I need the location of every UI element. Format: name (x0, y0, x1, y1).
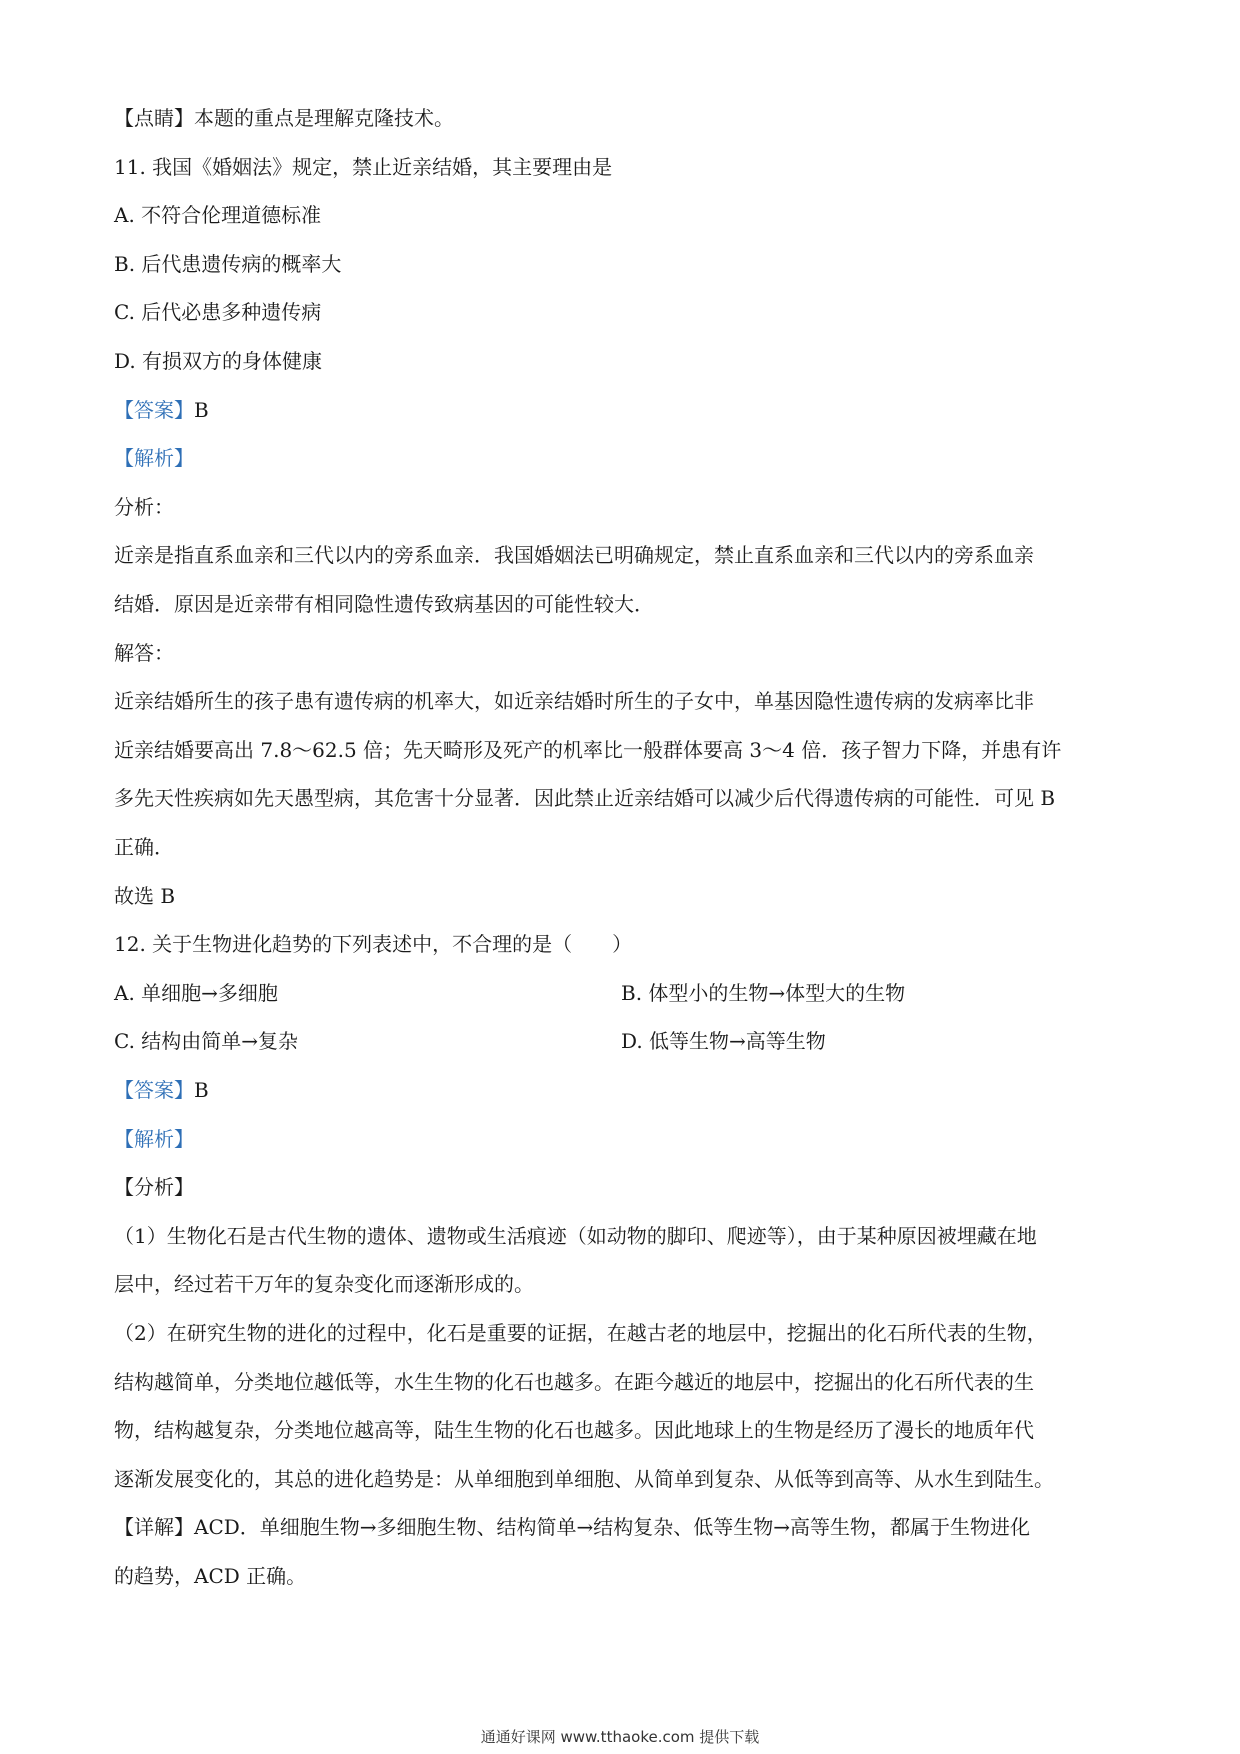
solution-paragraph: 正确． (114, 835, 174, 859)
fenxi-paragraph: 层中，经过若干万年的复杂变化而逐渐形成的。 (114, 1272, 534, 1296)
solution-paragraph: 近亲结婚要高出 7.8～62.5 倍；先天畸形及死产的机率比一般群体要高 3～4 倍．孩子智力下降，并患有许 (114, 738, 1062, 762)
fenxi-paragraph: （1）生物化石是古代生物的遗体、遗物或生活痕迹（如动物的脚印、爬迹等），由于某种原因被埋藏在地 (114, 1224, 1037, 1248)
question-12-stem: 12. 关于生物进化趋势的下列表述中，不合理的是（ ） (114, 932, 633, 956)
fenxi-paragraph: 结构越简单，分类地位越低等，水生生物的化石也越多。在距今越近的地层中，挖掘出的化石所代表的生 (114, 1370, 1034, 1394)
xiangjie-line (114, 1513, 1030, 1541)
answer-label: 【答案】 (114, 398, 194, 422)
answer-value: B (194, 1078, 209, 1102)
xiangjie-label: 【详解】 (114, 1515, 194, 1539)
question-11-answer (114, 396, 209, 424)
solution-paragraph: 多先天性疾病如先天愚型病，其危害十分显著．因此禁止近亲结婚可以减少后代得遗传病的可能性．可见 B (114, 786, 1056, 810)
question-12-option-a: A. 单细胞→多细胞 (114, 981, 278, 1005)
question-12-option-c: C. 结构由简单→复杂 (114, 1029, 299, 1053)
question-11-option-d: D. 有损双方的身体健康 (114, 349, 323, 373)
xiangjie-paragraph: 的趋势，ACD 正确。 (114, 1564, 307, 1588)
question-12-analysis-label: 【解析】 (114, 1127, 194, 1151)
dianjing-line: 【点睛】本题的重点是理解克隆技术。 (114, 106, 454, 130)
page-footer: 通通好课网 www.tthaoke.com 提供下载 (480, 1728, 760, 1746)
xiangjie-text: ACD．单细胞生物→多细胞生物、结构简单→结构复杂、低等生物→高等生物，都属于生物进化 (194, 1515, 1031, 1539)
question-12-answer (114, 1076, 209, 1104)
fenxi-paragraph: （2）在研究生物的进化的过程中，化石是重要的证据，在越古老的地层中，挖掘出的化石所代表的生物， (114, 1321, 1047, 1345)
choice-conclusion: 故选 B (114, 884, 176, 908)
question-11-option-a: A. 不符合伦理道德标准 (114, 203, 322, 227)
fenxi-paragraph: 物，结构越复杂，分类地位越高等，陆生生物的化石也越多。因此地球上的生物是经历了漫长的地质年代 (114, 1418, 1034, 1442)
answer-value: B (194, 398, 209, 422)
question-12-option-b: B. 体型小的生物→体型大的生物 (621, 981, 906, 1005)
solution-paragraph: 近亲结婚所生的孩子患有遗传病的机率大，如近亲结婚时所生的子女中，单基因隐性遗传病的发病率比非 (114, 689, 1034, 713)
answer-label: 【答案】 (114, 1078, 194, 1102)
question-12-option-d: D. 低等生物→高等生物 (621, 1029, 826, 1053)
analysis-paragraph: 结婚．原因是近亲带有相同隐性遗传致病基因的可能性较大． (114, 592, 654, 616)
question-11-option-b: B. 后代患遗传病的概率大 (114, 252, 342, 276)
question-11-option-c: C. 后代必患多种遗传病 (114, 300, 322, 324)
fenxi-paragraph: 逐渐发展变化的，其总的进化趋势是：从单细胞到单细胞、从简单到复杂、从低等到高等、从水生到陆生。 (114, 1467, 1054, 1491)
fenxi-label: 【分析】 (114, 1175, 194, 1199)
analysis-heading: 分析： (114, 495, 174, 519)
question-11-analysis-label: 【解析】 (114, 446, 194, 470)
solution-heading: 解答： (114, 641, 174, 665)
question-11-stem: 11. 我国《婚姻法》规定，禁止近亲结婚，其主要理由是 (114, 155, 613, 179)
analysis-paragraph: 近亲是指直系血亲和三代以内的旁系血亲．我国婚姻法已明确规定，禁止直系血亲和三代以内的旁系血亲 (114, 543, 1034, 567)
